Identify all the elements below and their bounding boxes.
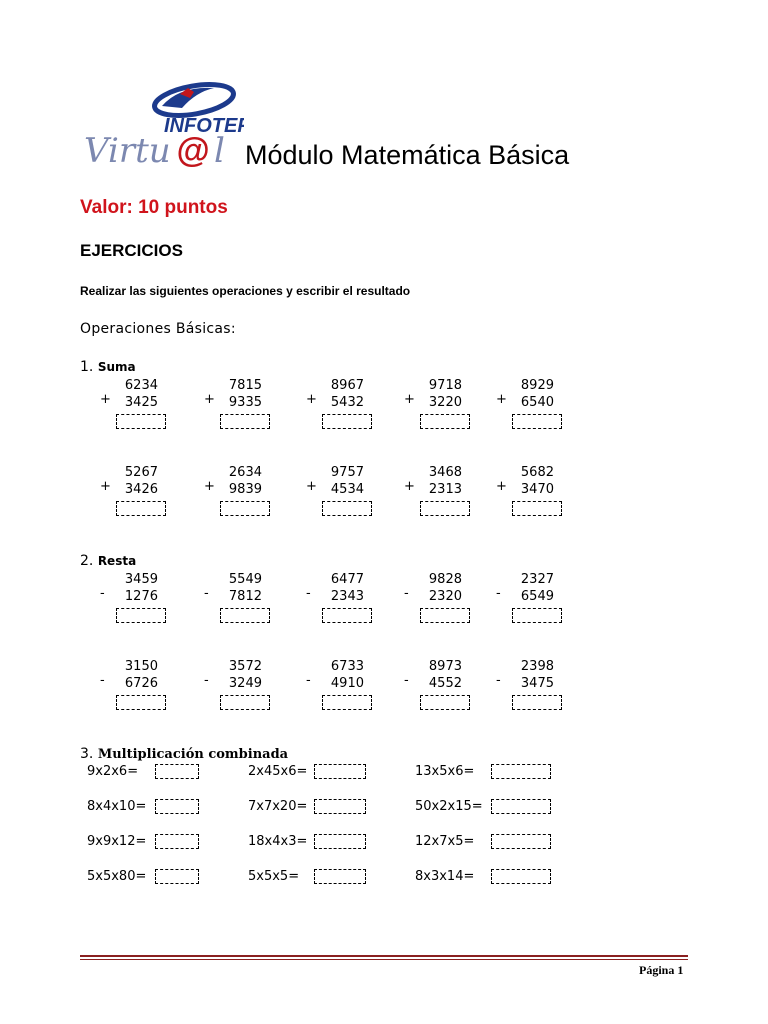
suma-problem	[306, 465, 376, 525]
resta-label: Resta	[97, 554, 137, 568]
multiplicacion-item	[415, 834, 551, 849]
resta-first-operand: 2398	[520, 659, 554, 674]
resta-answer-box[interactable]	[322, 608, 372, 623]
multiplicacion-expression: 12x7x5=	[415, 834, 475, 849]
footer-rule-thin	[80, 959, 688, 960]
resta-operator: -	[100, 673, 105, 688]
suma-second-operand: 3425	[124, 395, 158, 410]
suma-second-operand: 9335	[228, 395, 262, 410]
resta-answer-box[interactable]	[420, 695, 470, 710]
suma-heading	[80, 359, 136, 375]
multiplicacion-answer-box[interactable]	[491, 799, 551, 814]
resta-answer-box[interactable]	[322, 695, 372, 710]
valor-heading: Valor: 10 puntos	[80, 197, 228, 218]
suma-operator: +	[204, 479, 215, 494]
multiplicacion-item	[87, 799, 199, 814]
multiplicacion-item	[415, 764, 551, 779]
instruction-text: Realizar las siguientes operaciones y escribir el resultado	[80, 284, 411, 298]
ejercicios-heading: EJERCICIOS	[80, 241, 183, 260]
footer-rule-thick	[80, 955, 688, 957]
suma-number: 1.	[80, 359, 94, 375]
resta-first-operand: 5549	[228, 572, 262, 587]
suma-second-operand: 3470	[520, 482, 554, 497]
resta-answer-box[interactable]	[512, 608, 562, 623]
suma-operator: +	[496, 392, 507, 407]
multiplicacion-expression: 7x7x20=	[248, 799, 308, 814]
suma-label: Suma	[97, 360, 136, 374]
logo-script-text: Virtu	[84, 131, 171, 170]
resta-problem	[306, 572, 376, 632]
multiplicacion-answer-box[interactable]	[491, 869, 551, 884]
suma-answer-box[interactable]	[116, 501, 166, 516]
suma-first-operand: 6234	[124, 378, 158, 393]
multiplicacion-item	[248, 799, 366, 814]
multiplicacion-answer-box[interactable]	[314, 869, 366, 884]
suma-first-operand: 9718	[428, 378, 462, 393]
suma-first-operand: 8929	[520, 378, 554, 393]
page-title: Módulo Matemática Básica	[245, 140, 570, 170]
suma-operator: +	[496, 479, 507, 494]
suma-second-operand: 9839	[228, 482, 262, 497]
suma-second-operand: 2313	[428, 482, 462, 497]
resta-first-operand: 3459	[124, 572, 158, 587]
multiplicacion-expression: 5x5x80=	[87, 869, 147, 884]
suma-second-operand: 4534	[330, 482, 364, 497]
resta-second-operand: 4552	[428, 676, 462, 691]
multiplicacion-answer-box[interactable]	[155, 799, 199, 814]
suma-second-operand: 3220	[428, 395, 462, 410]
resta-second-operand: 6726	[124, 676, 158, 691]
resta-operator: -	[306, 673, 311, 688]
suma-operator: +	[306, 392, 317, 407]
resta-first-operand: 8973	[428, 659, 462, 674]
suma-problem	[204, 465, 274, 525]
suma-problem	[100, 465, 170, 525]
multiplicacion-answer-box[interactable]	[314, 799, 366, 814]
multiplicacion-answer-box[interactable]	[491, 834, 551, 849]
suma-first-operand: 2634	[228, 465, 262, 480]
multiplicacion-item	[87, 834, 199, 849]
suma-answer-box[interactable]	[322, 501, 372, 516]
resta-second-operand: 3475	[520, 676, 554, 691]
resta-second-operand: 3249	[228, 676, 262, 691]
resta-operator: -	[404, 586, 409, 601]
resta-operator: -	[204, 586, 209, 601]
suma-operator: +	[404, 392, 415, 407]
suma-answer-box[interactable]	[512, 501, 562, 516]
resta-first-operand: 2327	[520, 572, 554, 587]
multiplicacion-expression: 13x5x6=	[415, 764, 475, 779]
resta-heading	[80, 553, 136, 569]
suma-operator: +	[100, 479, 111, 494]
resta-problem	[306, 659, 376, 719]
resta-problem	[100, 659, 170, 719]
page-number: Página 1	[639, 963, 684, 977]
multiplicacion-answer-box[interactable]	[155, 869, 199, 884]
suma-problem	[496, 465, 566, 525]
resta-first-operand: 6733	[330, 659, 364, 674]
multiplicacion-expression: 9x2x6=	[87, 764, 139, 779]
multiplicacion-expression: 18x4x3=	[248, 834, 308, 849]
resta-problem	[404, 659, 474, 719]
multiplicacion-expression: 2x45x6=	[248, 764, 308, 779]
suma-answer-box[interactable]	[220, 414, 270, 429]
multiplicacion-expression: 9x9x12=	[87, 834, 147, 849]
resta-first-operand: 3150	[124, 659, 158, 674]
resta-answer-box[interactable]	[512, 695, 562, 710]
multiplicacion-item	[248, 834, 366, 849]
multiplicacion-label: Multiplicación combinada	[97, 747, 289, 762]
resta-problem	[100, 572, 170, 632]
suma-answer-box[interactable]	[512, 414, 562, 429]
suma-answer-box[interactable]	[420, 501, 470, 516]
suma-operator: +	[306, 479, 317, 494]
resta-first-operand: 3572	[228, 659, 262, 674]
multiplicacion-expression: 50x2x15=	[415, 799, 483, 814]
multiplicacion-item	[248, 764, 366, 779]
resta-operator: -	[404, 673, 409, 688]
multiplicacion-item	[87, 869, 199, 884]
suma-answer-box[interactable]	[220, 501, 270, 516]
suma-problem	[204, 378, 274, 438]
svg-text:@: @	[176, 132, 210, 170]
suma-problem	[306, 378, 376, 438]
resta-operator: -	[496, 586, 501, 601]
suma-answer-box[interactable]	[420, 414, 470, 429]
multiplicacion-answer-box[interactable]	[491, 764, 551, 779]
resta-problem	[496, 572, 566, 632]
resta-number: 2.	[80, 553, 94, 569]
resta-first-operand: 6477	[330, 572, 364, 587]
multiplicacion-expression: 5x5x5=	[248, 869, 300, 884]
suma-first-operand: 5267	[124, 465, 158, 480]
suma-first-operand: 9757	[330, 465, 364, 480]
resta-problem	[204, 572, 274, 632]
infotep-virtual-logo	[84, 82, 244, 170]
resta-second-operand: 6549	[520, 589, 554, 604]
suma-second-operand: 6540	[520, 395, 554, 410]
suma-answer-box[interactable]	[116, 414, 166, 429]
logo-brand-text: INFOTEP	[164, 115, 244, 137]
suma-operator: +	[204, 392, 215, 407]
suma-answer-box[interactable]	[322, 414, 372, 429]
suma-first-operand: 5682	[520, 465, 554, 480]
resta-operator: -	[306, 586, 311, 601]
multiplicacion-item	[248, 869, 366, 884]
resta-second-operand: 1276	[124, 589, 158, 604]
resta-second-operand: 2320	[428, 589, 462, 604]
resta-answer-box[interactable]	[220, 608, 270, 623]
multiplicacion-number: 3.	[80, 746, 94, 762]
multiplicacion-answer-box[interactable]	[155, 834, 199, 849]
suma-problem	[100, 378, 170, 438]
svg-text:l: l	[214, 131, 225, 170]
resta-operator: -	[496, 673, 501, 688]
suma-problem	[496, 378, 566, 438]
resta-operator: -	[204, 673, 209, 688]
suma-problem	[404, 465, 474, 525]
resta-second-operand: 4910	[330, 676, 364, 691]
resta-problem	[404, 572, 474, 632]
suma-operator: +	[100, 392, 111, 407]
multiplicacion-answer-box[interactable]	[314, 834, 366, 849]
resta-answer-box[interactable]	[116, 695, 166, 710]
resta-answer-box[interactable]	[116, 608, 166, 623]
resta-second-operand: 7812	[228, 589, 262, 604]
multiplicacion-item	[87, 764, 199, 779]
suma-problem	[404, 378, 474, 438]
multiplicacion-answer-box[interactable]	[155, 764, 199, 779]
suma-first-operand: 3468	[428, 465, 462, 480]
resta-answer-box[interactable]	[420, 608, 470, 623]
suma-operator: +	[404, 479, 415, 494]
suma-second-operand: 5432	[330, 395, 364, 410]
multiplicacion-expression: 8x4x10=	[87, 799, 147, 814]
suma-first-operand: 7815	[228, 378, 262, 393]
multiplicacion-item	[415, 799, 551, 814]
resta-answer-box[interactable]	[220, 695, 270, 710]
multiplicacion-answer-box[interactable]	[314, 764, 366, 779]
resta-operator: -	[100, 586, 105, 601]
resta-problem	[204, 659, 274, 719]
multiplicacion-item	[415, 869, 551, 884]
multiplicacion-expression: 8x3x14=	[415, 869, 475, 884]
resta-problem	[496, 659, 566, 719]
suma-second-operand: 3426	[124, 482, 158, 497]
suma-first-operand: 8967	[330, 378, 364, 393]
resta-first-operand: 9828	[428, 572, 462, 587]
multiplicacion-heading	[80, 746, 288, 762]
operaciones-label: Operaciones Básicas:	[80, 321, 236, 337]
resta-second-operand: 2343	[330, 589, 364, 604]
